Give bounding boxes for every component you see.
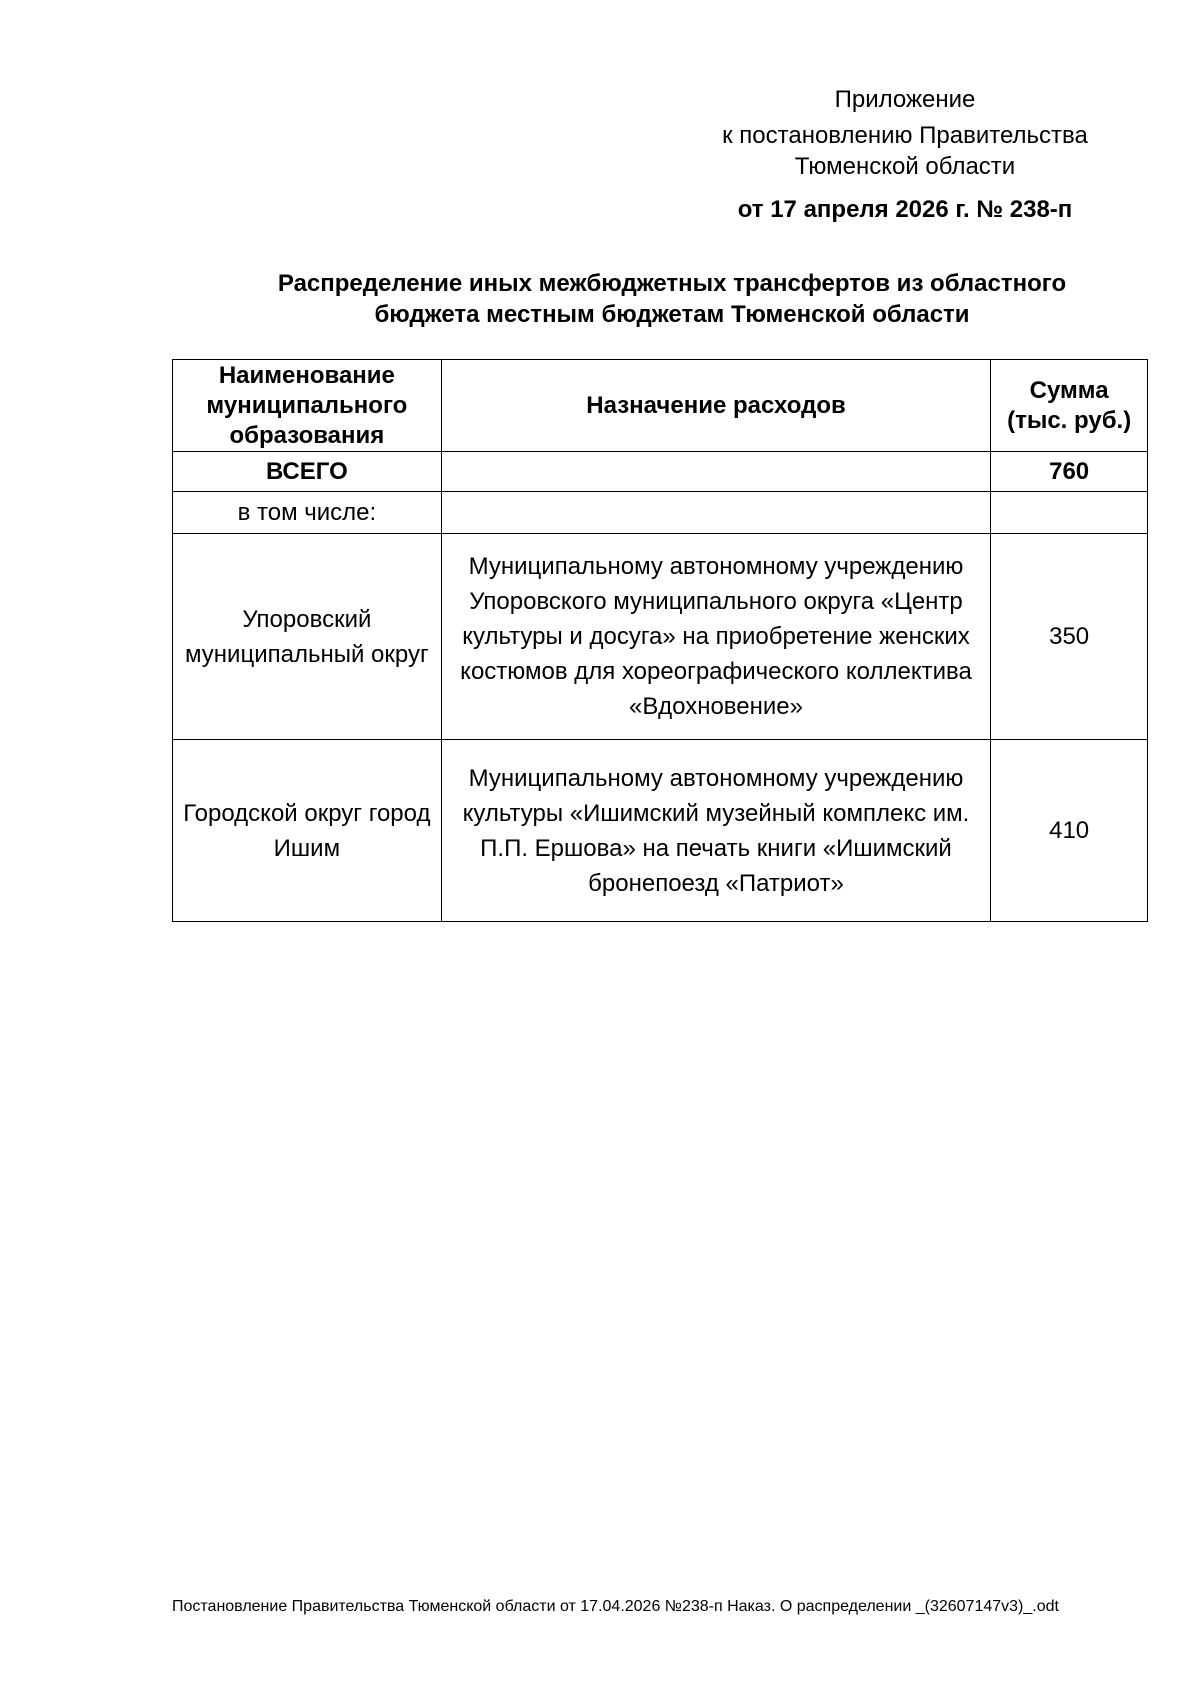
amount-cell: 410 xyxy=(991,740,1148,922)
municipality-cell: Городской округ город Ишим xyxy=(173,740,442,922)
resolution-date-number: от 17 апреля 2026 г. № 238-п xyxy=(737,196,1073,223)
appendix-label: Приложение xyxy=(834,86,976,113)
title-line-2: бюджета местным бюджетам Тюменской области xyxy=(374,301,970,328)
table-row xyxy=(173,740,1148,922)
resolution-reference: к постановлению Правительства xyxy=(722,122,1088,149)
table-row-total xyxy=(173,452,1148,492)
column-header-amount: Сумма (тыс. руб.) xyxy=(991,360,1148,452)
total-amount: 760 xyxy=(991,452,1148,492)
purpose-cell: Муниципальному автономному учреждению культуры «Ишимский музейный комплекс им. П.П. Ершова» на печать книги «Ишимский бронепоезд «Патриот» xyxy=(441,740,991,922)
appendix-header xyxy=(690,84,1120,225)
table-header-row xyxy=(173,360,1148,452)
total-label: ВСЕГО xyxy=(173,452,442,492)
region-name: Тюменской области xyxy=(794,153,1016,180)
column-header-municipality: Наименование муниципального образования xyxy=(173,360,442,452)
column-header-purpose: Назначение расходов xyxy=(441,360,991,452)
amount-cell: 350 xyxy=(991,534,1148,740)
document-footer: Постановление Правительства Тюменской области от 17.04.2026 №238-п Наказ. О распределении _(32607147v3)_.odt xyxy=(172,1598,1059,1615)
including-empty-amount xyxy=(991,492,1148,534)
including-label: в том числе: xyxy=(173,492,442,534)
table-row xyxy=(173,534,1148,740)
including-empty-purpose xyxy=(441,492,991,534)
document-title xyxy=(170,268,1174,330)
table-row-including xyxy=(173,492,1148,534)
municipality-cell: Упоровский муниципальный округ xyxy=(173,534,442,740)
distribution-table xyxy=(172,359,1148,922)
title-line-1: Распределение иных межбюджетных трансфертов из областного xyxy=(277,270,1067,297)
purpose-cell: Муниципальному автономному учреждению Упоровского муниципального округа «Центр культуры и досуга» на приобретение женских костюмов для хореографического коллектива «Вдохновение» xyxy=(441,534,991,740)
total-purpose xyxy=(441,452,991,492)
